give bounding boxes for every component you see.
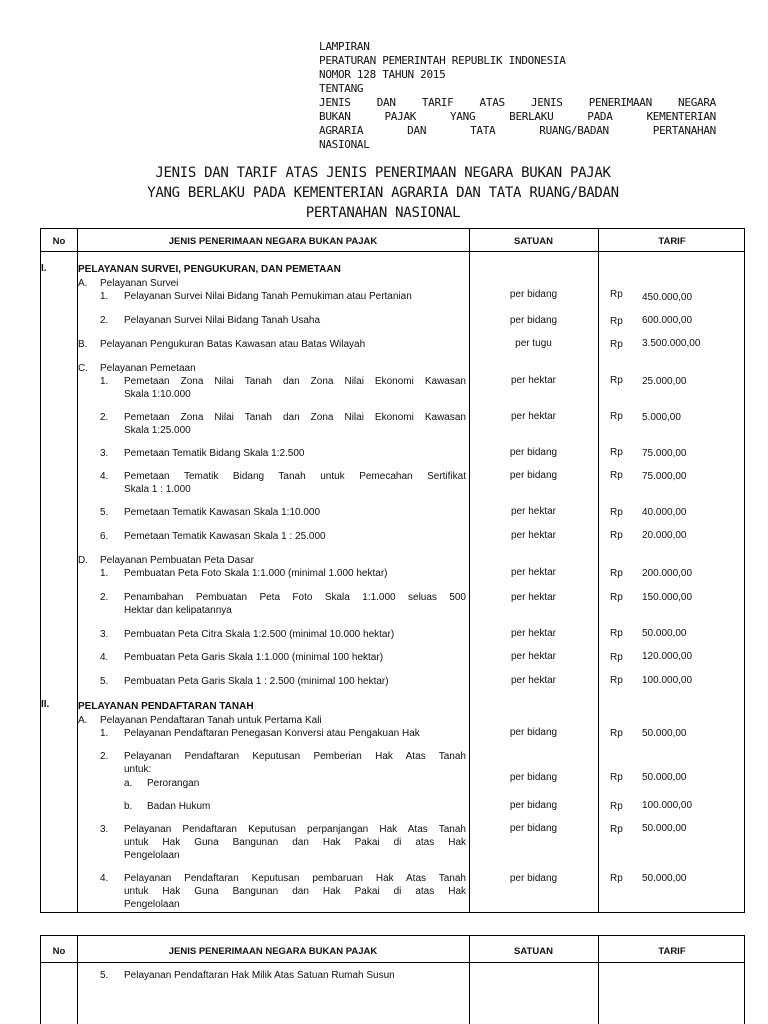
item-text: Hektar dan kelipatannya bbox=[124, 605, 232, 616]
column-header-satuan: SATUAN bbox=[514, 946, 553, 957]
currency-label: Rp bbox=[610, 411, 623, 422]
section-number: I. bbox=[41, 263, 47, 274]
item-tarif: 600.000,00 bbox=[642, 315, 693, 326]
item-number: 5. bbox=[100, 507, 109, 518]
item-unit: per tugu bbox=[515, 338, 552, 349]
item-tarif: 3.500.000,00 bbox=[642, 338, 701, 349]
column-divider bbox=[598, 229, 599, 912]
item-text: untuk Hak Guna Bangunan dan Hak Pakai di atas Hak bbox=[124, 886, 466, 897]
item-text: Pelayanan Pengukuran Batas Kawasan atau Batas Wilayah bbox=[100, 339, 366, 350]
currency-label: Rp bbox=[610, 628, 623, 639]
item-tarif: 150.000,00 bbox=[642, 592, 693, 603]
section-title: PELAYANAN PENDAFTARAN TANAH bbox=[78, 701, 254, 712]
item-unit: per bidang bbox=[509, 873, 558, 884]
header-lampiran: LAMPIRAN bbox=[319, 40, 370, 53]
subsection-title: Pelayanan Pembuatan Peta Dasar bbox=[100, 555, 254, 566]
column-header-tarif: TARIF bbox=[658, 236, 686, 247]
item-number: 4. bbox=[100, 652, 109, 663]
item-tarif: 100.000,00 bbox=[642, 800, 693, 811]
item-number: 6. bbox=[100, 531, 109, 542]
subsection-title: Pelayanan Pemetaan bbox=[100, 363, 196, 374]
item-unit: per hektar bbox=[510, 375, 557, 386]
item-unit: per hektar bbox=[510, 651, 557, 662]
item-text: Pelayanan Survei Nilai Bidang Tanah Usaha bbox=[124, 315, 321, 326]
column-header-no: No bbox=[52, 946, 66, 957]
title-line: PERTANAHAN NASIONAL bbox=[305, 205, 461, 221]
item-text: Pengelolaan bbox=[124, 899, 180, 910]
header-tentang: TENTANG bbox=[319, 82, 364, 95]
currency-label: Rp bbox=[610, 289, 623, 300]
header-subject-line: JENIS DAN TARIF ATAS JENIS PENERIMAAN NEGARA bbox=[319, 96, 716, 109]
item-number: 1. bbox=[100, 728, 109, 739]
item-text: Pelayanan Pendaftaran Hak Milik Atas Satuan Rumah Susun bbox=[124, 970, 395, 981]
item-unit: per hektar bbox=[510, 506, 557, 517]
item-text: Pemetaan Tematik Bidang Skala 1:2.500 bbox=[124, 448, 305, 459]
item-number: 2. bbox=[100, 592, 109, 603]
item-number: 5. bbox=[100, 970, 109, 981]
item-text: Badan Hukum bbox=[147, 801, 211, 812]
item-tarif: 20.000,00 bbox=[642, 530, 687, 541]
item-letter: b. bbox=[124, 801, 133, 812]
item-unit: per bidang bbox=[509, 727, 558, 738]
column-header-satuan: SATUAN bbox=[514, 236, 553, 247]
item-number: 2. bbox=[100, 751, 109, 762]
section-title: PELAYANAN SURVEI, PENGUKURAN, DAN PEMETAAN bbox=[78, 264, 341, 275]
title-line: JENIS DAN TARIF ATAS JENIS PENERIMAAN NEGARA BUKAN PAJAK bbox=[155, 165, 611, 181]
item-unit: per bidang bbox=[509, 800, 558, 811]
item-unit: per bidang bbox=[509, 289, 558, 300]
item-text: Pembuatan Peta Foto Skala 1:1.000 (minimal 1.000 hektar) bbox=[124, 568, 388, 579]
subsection-letter: B. bbox=[78, 339, 88, 350]
item-text: Pelayanan Pendaftaran Penegasan Konversi atau Pengakuan Hak bbox=[124, 728, 420, 739]
item-unit: per bidang bbox=[509, 823, 558, 834]
currency-label: Rp bbox=[610, 447, 623, 458]
item-tarif: 200.000,00 bbox=[642, 568, 693, 579]
item-number: 1. bbox=[100, 568, 109, 579]
document-title bbox=[40, 163, 726, 223]
item-tarif: 25.000,00 bbox=[642, 376, 687, 387]
item-tarif: 50.000,00 bbox=[642, 873, 687, 884]
item-tarif: 120.000,00 bbox=[642, 651, 693, 662]
item-tarif: 5.000,00 bbox=[642, 412, 681, 423]
header-subject-line: AGRARIA DAN TATA RUANG/BADAN PERTANAHAN bbox=[319, 124, 716, 137]
item-text: Pelayanan Pendaftaran Keputusan Pemberian Hak Atas Tanah bbox=[124, 751, 466, 762]
item-tarif: 75.000,00 bbox=[642, 471, 687, 482]
column-header-tarif: TARIF bbox=[658, 946, 686, 957]
currency-label: Rp bbox=[610, 801, 623, 812]
item-text: Pelayanan Pendaftaran Keputusan pembaruan Hak Atas Tanah bbox=[124, 873, 466, 884]
currency-label: Rp bbox=[610, 470, 623, 481]
header-divider bbox=[41, 962, 744, 963]
item-tarif: 50.000,00 bbox=[642, 823, 687, 834]
item-text: Pembuatan Peta Garis Skala 1:1.000 (minimal 100 hektar) bbox=[124, 652, 384, 663]
currency-label: Rp bbox=[610, 675, 623, 686]
header-divider bbox=[41, 251, 744, 252]
item-unit: per hektar bbox=[510, 675, 557, 686]
subsection-letter: A. bbox=[78, 278, 88, 289]
section-number: II. bbox=[41, 699, 50, 710]
item-number: 1. bbox=[100, 376, 109, 387]
item-text: Skala 1:25.000 bbox=[124, 425, 191, 436]
item-text: Pemetaan Tematik Bidang Tanah untuk Pemecahan Sertifikat bbox=[124, 471, 466, 482]
item-text: Pelayanan Survei Nilai Bidang Tanah Pemukiman atau Pertanian bbox=[124, 291, 412, 302]
item-unit: per hektar bbox=[510, 411, 557, 422]
header-number: NOMOR 128 TAHUN 2015 bbox=[319, 68, 446, 81]
header-subject-line: NASIONAL bbox=[319, 138, 370, 151]
item-text: Skala 1 : 1.000 bbox=[124, 484, 191, 495]
item-text: Penambahan Pembuatan Peta Foto Skala 1:1.000 seluas 500 bbox=[124, 592, 466, 603]
item-number: 3. bbox=[100, 629, 109, 640]
subsection-letter: A. bbox=[78, 715, 88, 726]
item-number: 3. bbox=[100, 448, 109, 459]
item-number: 1. bbox=[100, 291, 109, 302]
item-tarif: 450.000,00 bbox=[642, 292, 693, 303]
item-tarif: 50.000,00 bbox=[642, 728, 687, 739]
column-divider bbox=[77, 229, 78, 912]
column-header-jenis: JENIS PENERIMAAN NEGARA BUKAN PAJAK bbox=[168, 946, 378, 957]
item-text: Pembuatan Peta Citra Skala 1:2.500 (minimal 10.000 hektar) bbox=[124, 629, 395, 640]
item-unit: per hektar bbox=[510, 628, 557, 639]
item-text: Pelayanan Pendaftaran Keputusan perpanjangan Hak Atas Tanah bbox=[124, 824, 466, 835]
item-unit: per bidang bbox=[509, 315, 558, 326]
item-unit: per hektar bbox=[510, 592, 557, 603]
item-text: untuk Hak Guna Bangunan dan Hak Pakai di atas Hak bbox=[124, 837, 466, 848]
item-text: Pemetaan Tematik Kawasan Skala 1:10.000 bbox=[124, 507, 321, 518]
header-regulation: PERATURAN PEMERINTAH REPUBLIK INDONESIA bbox=[319, 54, 566, 67]
currency-label: Rp bbox=[610, 316, 623, 327]
item-unit: per hektar bbox=[510, 530, 557, 541]
item-text: Skala 1:10.000 bbox=[124, 389, 191, 400]
decree-header bbox=[319, 40, 716, 152]
item-letter: a. bbox=[124, 778, 133, 789]
item-text: Perorangan bbox=[147, 778, 200, 789]
currency-label: Rp bbox=[610, 728, 623, 739]
currency-label: Rp bbox=[610, 873, 623, 884]
header-subject-line: BUKAN PAJAK YANG BERLAKU PADA KEMENTERIAN bbox=[319, 110, 716, 123]
item-tarif: 50.000,00 bbox=[642, 772, 687, 783]
item-unit: per hektar bbox=[510, 567, 557, 578]
subsection-title: Pelayanan Survei bbox=[100, 278, 179, 289]
item-unit: per bidang bbox=[509, 772, 558, 783]
item-tarif: 50.000,00 bbox=[642, 628, 687, 639]
column-header-jenis: JENIS PENERIMAAN NEGARA BUKAN PAJAK bbox=[168, 236, 378, 247]
title-line: YANG BERLAKU PADA KEMENTERIAN AGRARIA DAN TATA RUANG/BADAN bbox=[147, 185, 619, 201]
subsection-title: Pelayanan Pendaftaran Tanah untuk Pertama Kali bbox=[100, 715, 322, 726]
tariff-table-continuation bbox=[40, 935, 745, 1024]
item-text: Pemetaan Zona Nilai Tanah dan Zona Nilai Ekonomi Kawasan bbox=[124, 376, 466, 387]
item-number: 5. bbox=[100, 676, 109, 687]
currency-label: Rp bbox=[610, 568, 623, 579]
item-text: untuk: bbox=[124, 764, 152, 775]
currency-label: Rp bbox=[610, 824, 623, 835]
item-unit: per bidang bbox=[509, 470, 558, 481]
subsection-letter: D. bbox=[78, 555, 88, 566]
currency-label: Rp bbox=[610, 772, 623, 783]
currency-label: Rp bbox=[610, 339, 623, 350]
currency-label: Rp bbox=[610, 592, 623, 603]
currency-label: Rp bbox=[610, 375, 623, 386]
item-text: Pemetaan Tematik Kawasan Skala 1 : 25.000 bbox=[124, 531, 326, 542]
currency-label: Rp bbox=[610, 652, 623, 663]
subsection-letter: C. bbox=[78, 363, 88, 374]
item-unit: per bidang bbox=[509, 447, 558, 458]
item-number: 2. bbox=[100, 315, 109, 326]
item-number: 4. bbox=[100, 873, 109, 884]
item-number: 2. bbox=[100, 412, 109, 423]
currency-label: Rp bbox=[610, 507, 623, 518]
item-number: 3. bbox=[100, 824, 109, 835]
item-number: 4. bbox=[100, 471, 109, 482]
currency-label: Rp bbox=[610, 530, 623, 541]
item-tarif: 75.000,00 bbox=[642, 448, 687, 459]
item-tarif: 100.000,00 bbox=[642, 675, 693, 686]
tariff-table bbox=[40, 228, 745, 913]
item-text: Pengelolaan bbox=[124, 850, 180, 861]
item-tarif: 40.000,00 bbox=[642, 507, 687, 518]
item-text: Pemetaan Zona Nilai Tanah dan Zona Nilai Ekonomi Kawasan bbox=[124, 412, 466, 423]
column-header-no: No bbox=[52, 236, 66, 247]
item-text: Pembuatan Peta Garis Skala 1 : 2.500 (minimal 100 hektar) bbox=[124, 676, 389, 687]
